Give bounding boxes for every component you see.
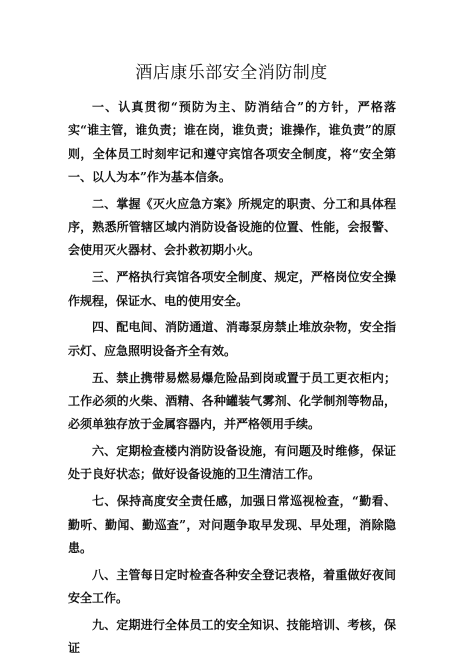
paragraph-1: 一、认真贯彻“预防为主、防消结合”的方针，严格落实“谁主管，谁负责；谁在岗，谁负责；谁操作，谁负责”的原则，全体员工时刻牢记和遵守宾馆各项安全制度，将“安全第一、以人为本”作为基本信条。 <box>68 100 396 184</box>
paragraph-9: 九、定期进行全体员工的安全知识、技能培训、考核，保证 <box>68 617 396 655</box>
paragraph-3: 三、严格执行宾馆各项安全制度、规定，严格岗位安全操作规程，保证水、电的使用安全。 <box>68 270 396 308</box>
paragraph-2: 二、掌握《灭火应急方案》所规定的职责、分工和具体程序，熟悉所管辖区域内消防设备设施的位置、性能，会报警、会使用灭火器材、会扑救初期小火。 <box>68 196 396 258</box>
document-title: 酒店康乐部安全消防制度 <box>135 63 328 83</box>
paragraph-5: 五、禁止携带易燃易爆危险品到岗或置于员工更衣柜内；工作必须的火柴、酒精、各种罐装气雾剂、化学制剂等物品，必须单独存放于金属容器内，并严格领用手续。 <box>68 370 396 432</box>
paragraph-7: 七、保持高度安全责任感，加强日常巡视检查，“勤看、勤听、勤闻、勤巡查”，对问题争取早发现、早处理，消除隐患。 <box>68 494 396 555</box>
paragraph-4: 四、配电间、消防通道、消毒泵房禁止堆放杂物，安全指示灯、应急照明设备齐全有效。 <box>68 320 396 358</box>
paragraph-6: 六、定期检查楼内消防设备设施，有问题及时维修，保证处于良好状态；做好设备设施的卫生清洁工作。 <box>68 444 396 482</box>
paragraph-8: 八、主管每日定时检查各种安全登记表格，着重做好夜间安全工作。 <box>68 567 396 606</box>
document-body <box>68 96 396 655</box>
